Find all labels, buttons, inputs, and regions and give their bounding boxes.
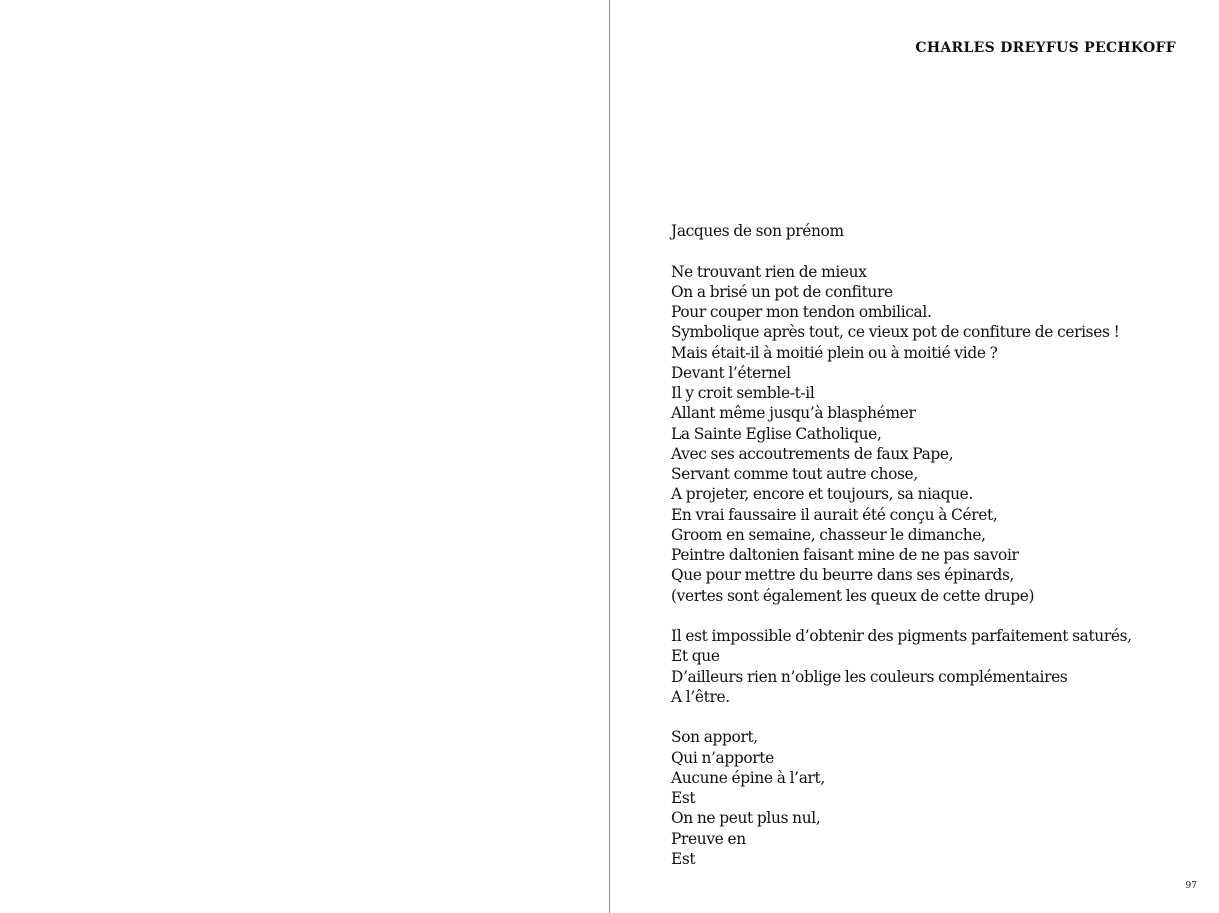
poem-line: Ne trouvant rien de mieux (671, 262, 867, 281)
poem-line: Devant l’éternel (671, 363, 791, 382)
left-page (0, 0, 609, 913)
poem-stanza (671, 626, 1191, 707)
poem-line: On a brisé un pot de confiture (671, 282, 893, 301)
poem-line: Groom en semaine, chasseur le dimanche, (671, 525, 986, 544)
poem-line: Pour couper mon tendon ombilical. (671, 303, 932, 321)
poem-line: En vrai faussaire il aurait été conçu à Céret, (671, 505, 998, 524)
poem-line: Peintre daltonien faisant mine de ne pas savoir (671, 546, 1019, 564)
poem-stanza (671, 262, 1191, 606)
poem-line: La Sainte Eglise Catholique, (671, 424, 882, 443)
poem-line: Est (671, 789, 696, 807)
poem-stanza (671, 727, 1191, 869)
poem-line: Qui n’apporte (671, 748, 774, 767)
running-head: CHARLES DREYFUS PECHKOFF (915, 40, 1176, 56)
poem-line: Il est impossible d’obtenir des pigments parfaitement saturés, (671, 627, 1132, 645)
poem-line: Allant même jusqu’à blasphémer (671, 404, 916, 423)
poem-line: Avec ses accoutrements de faux Pape, (671, 444, 954, 463)
poem-line: Jacques de son prénom (671, 222, 844, 240)
poem-line: A projeter, encore et toujours, sa niaque. (671, 485, 973, 504)
poem-line: Que pour mettre du beurre dans ses épinards, (671, 566, 1015, 585)
poem-line: Mais était-il à moitié plein ou à moitié vide ? (671, 343, 998, 362)
page-number: 97 (1185, 881, 1197, 891)
poem-line: Servant comme tout autre chose, (671, 465, 918, 483)
poem-line: Il y croit semble-t-il (671, 384, 815, 402)
poem-line: Est (671, 849, 696, 868)
poem-line: Symbolique après tout, ce vieux pot de confiture de cerises ! (671, 323, 1120, 342)
poem-line: Et que (671, 647, 720, 666)
poem-line: Son apport, (671, 728, 758, 747)
poem-stanza (671, 221, 1191, 241)
poem-line: (vertes sont également les queux de cette drupe) (671, 586, 1035, 605)
poem-line: On ne peut plus nul, (671, 809, 821, 828)
poem-line: D’ailleurs rien n’oblige les couleurs complémentaires (671, 667, 1068, 686)
poem-line: Preuve en (671, 829, 746, 848)
poem-text (671, 221, 1191, 869)
poem-line: A l’être. (671, 687, 730, 706)
poem-line: Aucune épine à l’art, (671, 768, 825, 787)
right-page (610, 0, 1219, 913)
